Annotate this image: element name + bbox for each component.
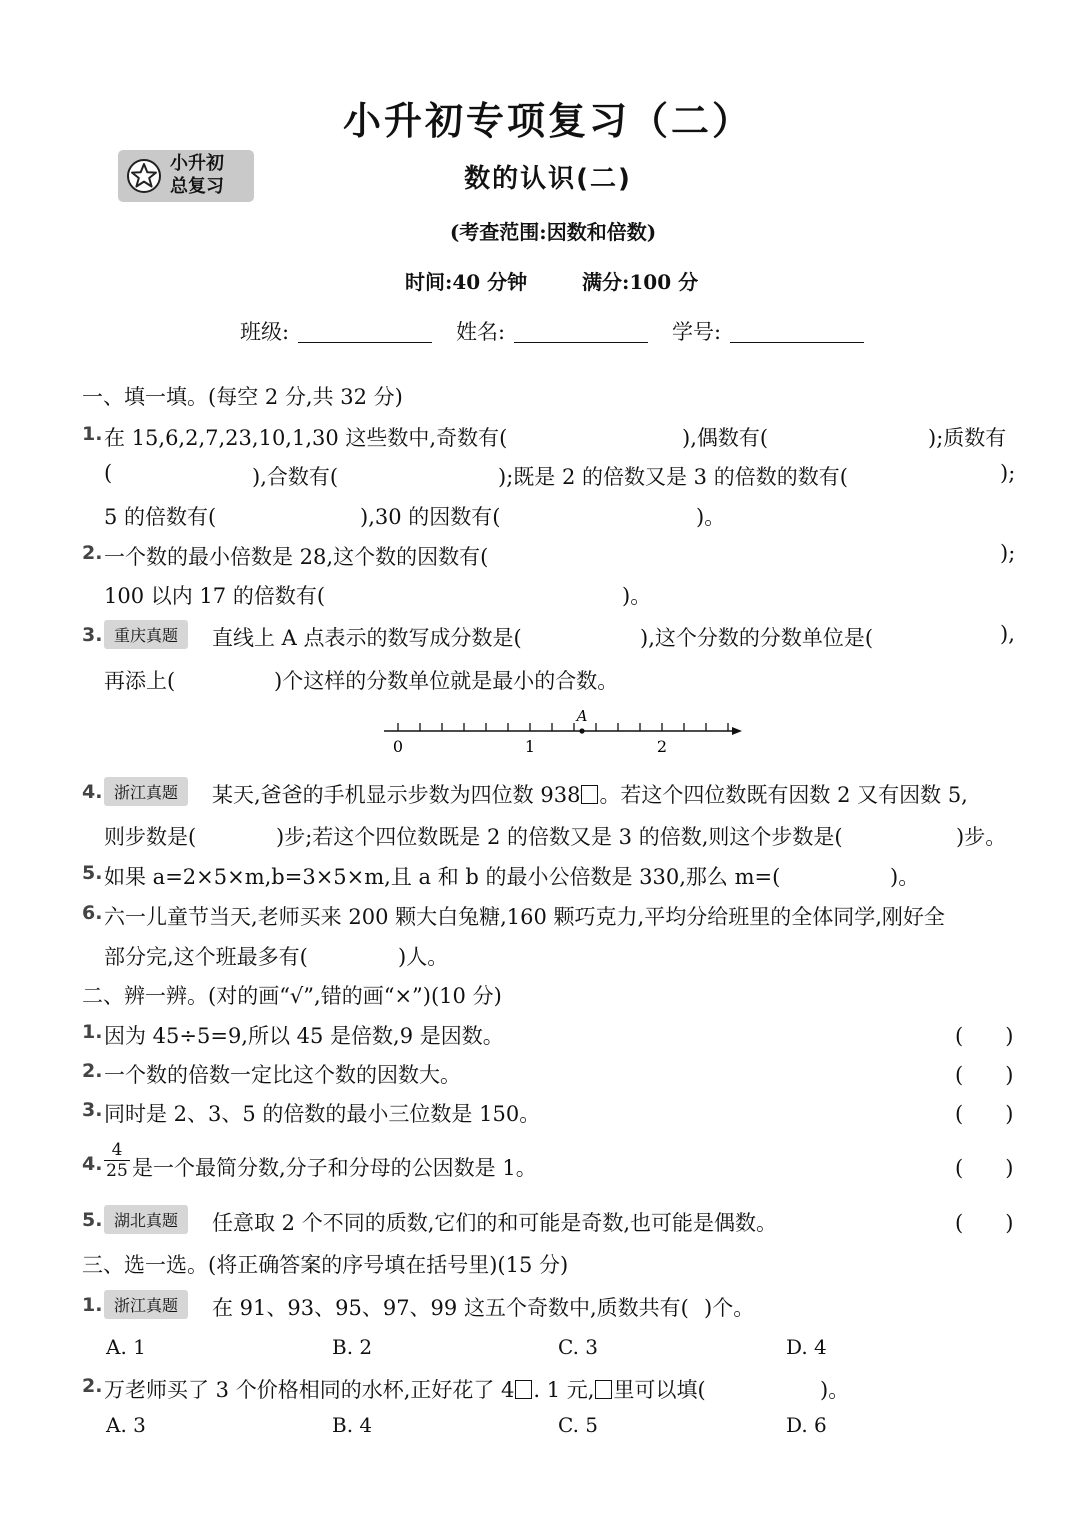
- section-1-heading: 一、填一填。(每空 2 分,共 32 分): [82, 385, 403, 409]
- q1-text-part: ),合数有(: [252, 465, 339, 489]
- option-a[interactable]: A. 1: [106, 1335, 146, 1359]
- answer-parentheses[interactable]: ( ): [955, 1156, 1014, 1180]
- tick-label-1: 1: [524, 737, 536, 756]
- q3-text-part: )个这样的分数单位就是最小的合数。: [274, 669, 619, 693]
- fraction: [104, 1140, 130, 1181]
- q2-text-part: );: [1000, 541, 1016, 565]
- q5-text-part: 如果 a=2×5×m,b=3×5×m,且 a 和 b 的最小公倍数是 330,那么 m=(: [104, 865, 781, 889]
- answer-parentheses[interactable]: ( ): [955, 1102, 1014, 1126]
- answer-parentheses[interactable]: ( ): [955, 1024, 1014, 1048]
- blank-digit-box: [515, 1380, 532, 1399]
- name-field[interactable]: [514, 342, 648, 343]
- q1-text-part: );质数有: [928, 426, 1007, 450]
- q4-text-part: 某天,爸爸的手机显示步数为四位数 938: [212, 783, 581, 807]
- student-id-field[interactable]: [730, 342, 864, 343]
- point-a-label: A: [576, 707, 588, 725]
- exam-time: 时间:40 分钟: [405, 270, 528, 294]
- option-b[interactable]: B. 4: [332, 1413, 373, 1437]
- section-2-heading: 二、辨一辨。(对的画“√”,错的画“×”)(10 分): [82, 984, 502, 1008]
- q6-text-part: 部分完,这个班最多有(: [104, 945, 308, 969]
- tick-label-0: 0: [392, 737, 404, 756]
- number-line-ticks: [398, 723, 728, 731]
- q1-text-part: 在 15,6,2,7,23,10,1,30 这些数中,奇数有(: [104, 426, 508, 450]
- q1-text-part: (: [104, 461, 113, 485]
- q4-text-part: 。若这个四位数既有因数 2 又有因数 5,: [599, 783, 968, 807]
- q2-text-part: 100 以内 17 的倍数有(: [104, 584, 326, 608]
- question-number: 5.: [82, 1209, 103, 1231]
- q6-text-part: 六一儿童节当天,老师买来 200 颗大白兔糖,160 颗巧克力,平均分给班里的全体同学,刚好全: [104, 905, 945, 929]
- judge-statement: 任意取 2 个不同的质数,它们的和可能是奇数,也可能是偶数。: [212, 1211, 778, 1235]
- choice-q2-part: )。: [820, 1378, 850, 1402]
- question-number: 6.: [82, 902, 103, 924]
- option-c[interactable]: C. 5: [558, 1413, 599, 1437]
- source-tag: 重庆真题: [104, 620, 188, 649]
- source-tag: 浙江真题: [104, 777, 188, 806]
- exam-full-score: 满分:100 分: [582, 270, 699, 294]
- choice-q2-text: [104, 1374, 706, 1404]
- number-line-arrow: [732, 727, 742, 735]
- judge-line-5: [104, 1207, 198, 1236]
- q3-text-part: 再添上(: [104, 669, 176, 693]
- blank-digit-box: [581, 785, 598, 804]
- question-number: 5.: [82, 862, 103, 884]
- name-label: 姓名:: [456, 320, 506, 344]
- choice-q1-line: [104, 1292, 198, 1321]
- q3-text-part: 直线上 A 点表示的数写成分数是(: [212, 626, 522, 650]
- option-d[interactable]: D. 6: [786, 1413, 827, 1437]
- q5-text-part: )。: [890, 865, 920, 889]
- q1-text-part: 5 的倍数有(: [104, 505, 217, 529]
- answer-parentheses[interactable]: ( ): [955, 1063, 1014, 1087]
- page-title: 小升初专项复习（二）: [342, 99, 753, 143]
- question-number: 4.: [82, 781, 103, 803]
- judge-statement: 是一个最简分数,分子和分母的公因数是 1。: [132, 1156, 537, 1180]
- q4-text-part: 则步数是(: [104, 825, 197, 849]
- option-d[interactable]: D. 4: [786, 1335, 827, 1359]
- q1-text-part: );既是 2 的倍数又是 3 的倍数的数有(: [498, 465, 848, 489]
- q3-line-1: [104, 622, 198, 651]
- tick-label-2: 2: [656, 737, 668, 756]
- section-3-heading: 三、选一选。(将正确答案的序号填在括号里)(15 分): [82, 1253, 569, 1277]
- question-number: 3.: [82, 624, 103, 646]
- blank-digit-box: [595, 1380, 612, 1399]
- question-number: 4.: [82, 1153, 103, 1175]
- question-number: 3.: [82, 1099, 103, 1121]
- judge-statement: 一个数的倍数一定比这个数的因数大。: [104, 1063, 461, 1087]
- q3-text-part: ),这个分数的分数单位是(: [640, 626, 874, 650]
- class-label: 班级:: [240, 320, 290, 344]
- number-line: [376, 703, 748, 759]
- choice-q2-part: 里可以填(: [613, 1378, 706, 1402]
- answer-parentheses[interactable]: ( ): [955, 1211, 1014, 1235]
- q2-text-part: 一个数的最小倍数是 28,这个数的因数有(: [104, 545, 489, 569]
- source-tag: 浙江真题: [104, 1290, 188, 1319]
- q1-text-part: ),30 的因数有(: [360, 505, 501, 529]
- point-a-marker: [579, 728, 584, 733]
- q2-text-part: )。: [622, 584, 652, 608]
- q4-line-1-text: [212, 779, 968, 809]
- question-number: 2.: [82, 1375, 103, 1397]
- q1-text-part: )。: [696, 505, 726, 529]
- class-field[interactable]: [298, 342, 432, 343]
- student-id-label: 学号:: [672, 320, 722, 344]
- badge-line-2: 总复习: [170, 176, 224, 197]
- q4-text-part: )步。: [956, 825, 1007, 849]
- question-number: 1.: [82, 1021, 103, 1043]
- q4-text-part: )步;若这个四位数既是 2 的倍数又是 3 的倍数,则这个步数是(: [276, 825, 843, 849]
- choice-q2-part: 万老师买了 3 个价格相同的水杯,正好花了 4: [104, 1378, 515, 1402]
- badge-line-1: 小升初: [170, 153, 224, 174]
- fraction-denominator: 25: [106, 1161, 128, 1181]
- question-number: 2.: [82, 1060, 103, 1082]
- fraction-numerator: 4: [111, 1140, 123, 1160]
- source-tag: 湖北真题: [104, 1205, 188, 1234]
- choice-q2-part: . 1 元,: [533, 1378, 595, 1402]
- question-number: 1.: [82, 1294, 103, 1316]
- page-subtitle: 数的认识(二): [464, 164, 632, 194]
- judge-statement: 同时是 2、3、5 的倍数的最小三位数是 150。: [104, 1102, 541, 1126]
- option-c[interactable]: C. 3: [558, 1335, 599, 1359]
- q6-text-part: )人。: [398, 945, 449, 969]
- q4-line-1: [104, 779, 198, 808]
- choice-q1-text: 在 91、93、95、97、99 这五个奇数中,质数共有(: [212, 1296, 689, 1320]
- option-b[interactable]: B. 2: [332, 1335, 373, 1359]
- question-number: 1.: [82, 423, 103, 445]
- option-a[interactable]: A. 3: [106, 1413, 146, 1437]
- judge-statement: 因为 45÷5=9,所以 45 是倍数,9 是因数。: [104, 1024, 504, 1048]
- q1-text-part: );: [1000, 461, 1016, 485]
- q3-text-part: ),: [1000, 622, 1015, 646]
- q1-text-part: ),偶数有(: [682, 426, 769, 450]
- choice-q1-text: )个。: [704, 1296, 755, 1320]
- exam-scope: (考查范围:因数和倍数): [449, 220, 657, 244]
- question-number: 2.: [82, 542, 103, 564]
